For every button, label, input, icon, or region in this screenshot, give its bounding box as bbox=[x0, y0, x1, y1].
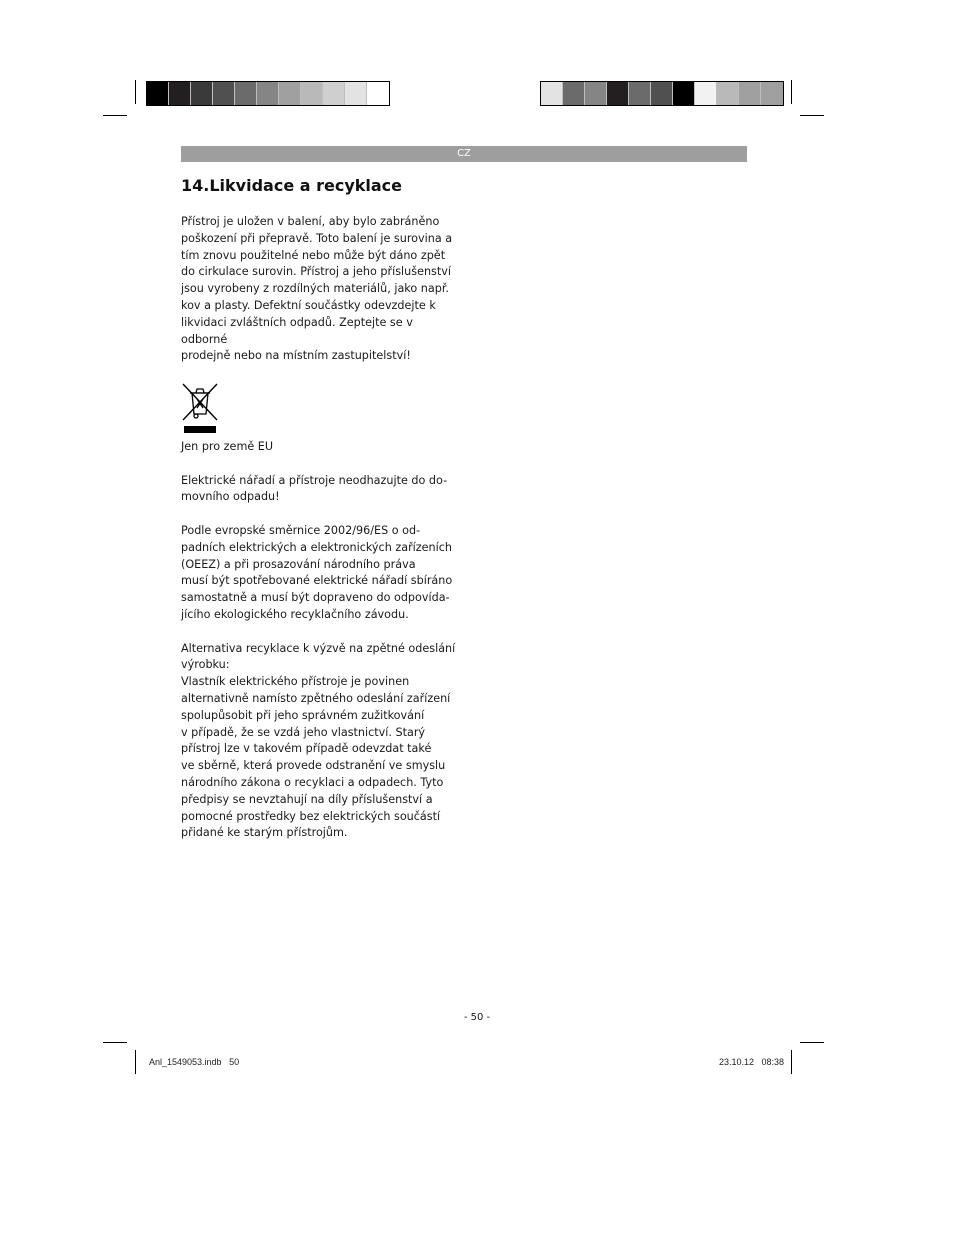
section-heading: 14.Likvidace a recyklace bbox=[181, 176, 403, 195]
crop-mark bbox=[103, 1042, 127, 1043]
color-swatch bbox=[191, 82, 213, 105]
disposal-text bbox=[181, 439, 456, 842]
color-swatch bbox=[761, 82, 783, 105]
footer-datetime: 23.10.12 08:38 bbox=[718, 1057, 784, 1067]
color-swatch bbox=[213, 82, 235, 105]
color-swatch bbox=[279, 82, 301, 105]
crop-mark bbox=[791, 80, 792, 104]
paragraph: Alternativa recyklace k výzvě na zpětné odeslání výrobku: Vlastník elektrického přístroje je povinen alternativně namísto zpětného odeslání zařízení spolupůsobit při jeho správném zužitkování v případě, že se vzdá jeho vlastnictví. Starý přístroj lze v takovém případě odevzdat také ve sběrně, která provede odstranění ve smyslu národního zákona o recyklaci a odpadech. Tyto předpisy se nevztahují na díly příslušenství a pomocné prostředky bez elektrických součástí přidané ke starým přístrojům. bbox=[181, 641, 456, 840]
color-swatch bbox=[169, 82, 191, 105]
color-swatch bbox=[367, 82, 389, 105]
crossed-out-wheelie-bin-icon bbox=[181, 382, 219, 434]
paragraph: Podle evropské směrnice 2002/96/ES o od- padních elektrických a elektronických zařízeních (OEEZ) a při prosazování národního práva musí být spotřebované elektrické nářadí sbíráno samostatně a musí být dopraveno do odpovída- jícího ekologického recyklačního závodu. bbox=[181, 523, 453, 621]
crop-mark bbox=[103, 115, 127, 116]
footer-file-info: Anl_1549053.indb 50 bbox=[149, 1057, 240, 1067]
paragraph: Jen pro země EU bbox=[181, 440, 274, 453]
crop-mark bbox=[800, 115, 824, 116]
color-swatch bbox=[607, 82, 629, 105]
color-swatch bbox=[629, 82, 651, 105]
color-swatch bbox=[541, 82, 563, 105]
language-band bbox=[181, 146, 747, 162]
color-swatch bbox=[147, 82, 169, 105]
color-calibration-bar-right bbox=[540, 81, 784, 106]
language-code: CZ bbox=[457, 148, 471, 159]
color-swatch bbox=[739, 82, 761, 105]
crop-mark bbox=[135, 80, 136, 104]
color-swatch bbox=[345, 82, 367, 105]
paragraph: Přístroj je uložen v balení, aby bylo zabráněno poškození při přepravě. Toto balení je surovina a tím znovu použitelné nebo může být dáno zpět do cirkulace surovin. Přístroj a jeho příslušenství jsou vyrobeny z rozdílných materiálů, jako např. kov a plasty. Defektní součástky odevzdejte k likvidaci zvláštních odpadů. Zeptejte se v odborné prodejně nebo na místním zastupitelství! bbox=[181, 215, 453, 363]
color-swatch bbox=[257, 82, 279, 105]
color-swatch bbox=[563, 82, 585, 105]
crop-mark bbox=[135, 1050, 136, 1074]
paragraph: Elektrické nářadí a přístroje neodhazujte do do- movního odpadu! bbox=[181, 473, 448, 504]
color-swatch bbox=[585, 82, 607, 105]
color-swatch bbox=[673, 82, 695, 105]
color-swatch bbox=[695, 82, 717, 105]
color-swatch bbox=[651, 82, 673, 105]
color-swatch bbox=[235, 82, 257, 105]
color-calibration-bar-left bbox=[146, 81, 390, 106]
color-swatch bbox=[301, 82, 323, 105]
color-swatch bbox=[717, 82, 739, 105]
intro-text bbox=[181, 214, 456, 365]
crop-mark bbox=[791, 1050, 792, 1074]
crop-mark bbox=[800, 1042, 824, 1043]
page-number: - 50 - bbox=[463, 1012, 491, 1023]
color-swatch bbox=[323, 82, 345, 105]
